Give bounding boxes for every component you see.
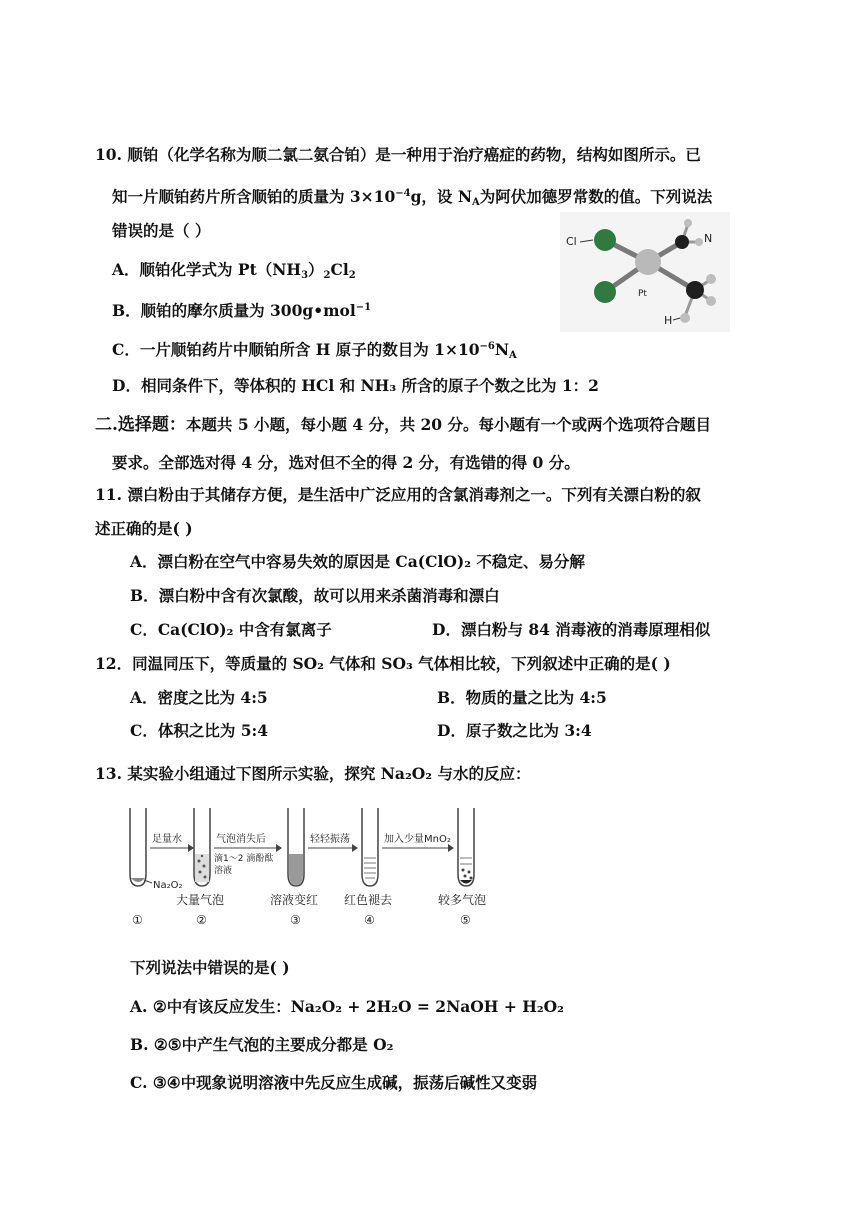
q12-option-b: B．物质的量之比为 4:5 <box>437 688 607 707</box>
label-pt: Pt <box>638 289 647 299</box>
section2-heading-line2: 要求。全部选对得 4 分，选对但不全的得 2 分，有选错的得 0 分。 <box>112 453 580 472</box>
tube-number-4: ④ <box>364 913 375 927</box>
q10-option-c: C．一片顺铂药片中顺铂所含 H 原子的数目为 $1\times 10^{-6}N_A$ <box>112 340 517 361</box>
q13-option-b: B. ②⑤中产生气泡的主要成分都是 O₂ <box>130 1035 394 1054</box>
label-cl: Cl <box>566 235 577 248</box>
cl-atom <box>594 281 616 303</box>
cisplatin-structure-figure <box>560 212 730 332</box>
q13-option-c: C. ③④中现象说明溶液中先反应生成碱，振荡后碱性又变弱 <box>130 1073 538 1092</box>
step1-label: 足量水 <box>152 834 182 845</box>
experiment-figure <box>126 806 496 931</box>
caption-5: 较多气泡 <box>438 893 487 907</box>
na2o2-label: Na₂O₂ <box>153 880 183 891</box>
h-atom <box>706 296 716 306</box>
q11-stem-line2: 述正确的是( ) <box>95 519 193 538</box>
caption-3: 溶液变红 <box>270 893 319 907</box>
caption-4: 红色褪去 <box>344 893 393 907</box>
step2-label: 气泡消失后 <box>216 834 266 845</box>
q13-stem: 13. 某实验小组通过下图所示实验，探究 Na₂O₂ 与水的反应： <box>95 764 531 783</box>
tube-number-5: ⑤ <box>460 913 471 927</box>
h-atom <box>680 313 690 323</box>
section2-heading: 二.选择题：本题共 5 小题，每小题 4 分，共 20 分。每小题有一个或两个选项符合题目 <box>95 415 711 435</box>
step3-label: 轻轻振荡 <box>310 834 350 845</box>
q12-option-c: C．体积之比为 5:4 <box>130 721 269 740</box>
step2c-label: 溶液 <box>214 866 233 876</box>
q13-option-a: A. ②中有该反应发生：Na₂O₂ + 2H₂O = 2NaOH + H₂O₂ <box>130 997 564 1016</box>
step4-label: 加入少量MnO₂ <box>384 834 451 845</box>
q11-option-b: B．漂白粉中含有次氯酸，故可以用来杀菌消毒和漂白 <box>130 586 500 605</box>
h-atom <box>684 219 692 227</box>
q10-stem-line2: 知一片顺铂药片所含顺铂的质量为 $3\times 10^{-4}g$，设 $N_A$为阿伏加德罗常数的值。下列说法 <box>112 187 713 208</box>
pt-atom <box>635 249 661 275</box>
h-atom <box>706 274 716 284</box>
h-atom <box>695 238 703 246</box>
q10-option-d: D．相同条件下，等体积的 HCl 和 NH₃ 所含的原子个数之比为 1：2 <box>112 376 599 395</box>
q11-option-d: D．漂白粉与 84 消毒液的消毒原理相似 <box>432 620 711 639</box>
cl-atom <box>594 229 616 251</box>
n-atom <box>675 235 689 249</box>
label-h: H <box>664 314 673 327</box>
n-atom <box>686 281 704 299</box>
q12-stem: 12．同温同压下，等质量的 SO₂ 气体和 SO₃ 气体相比较，下列叙述中正确的是( ) <box>95 654 671 673</box>
q11-option-c: C．Ca(ClO)₂ 中含有氯离子 <box>130 620 332 639</box>
q11-stem-line1: 11. 漂白粉由于其储存方便，是生活中广泛应用的含氯消毒剂之一。下列有关漂白粉的叙 <box>95 485 701 504</box>
q10-option-a: A．顺铂化学式为 $Pt(NH_3)_2Cl_2$ <box>112 260 356 281</box>
q11-option-a: A．漂白粉在空气中容易失效的原因是 Ca(ClO)₂ 不稳定、易分解 <box>130 552 585 571</box>
q10-stem-line3: 错误的是（ ） <box>112 221 211 240</box>
q12-option-a: A．密度之比为 4:5 <box>130 688 268 707</box>
label-n: N <box>704 232 713 245</box>
q12-option-d: D．原子数之比为 3:4 <box>437 721 592 740</box>
tube-number-1: ① <box>132 913 143 927</box>
step2b-label: 滴1～2 滴酚酞 <box>214 854 274 864</box>
q10-stem-line1: 10. 顺铂（化学名称为顺二氯二氨合铂）是一种用于治疗癌症的药物，结构如图所示。已 <box>95 145 701 164</box>
q10-option-b: B．顺铂的摩尔质量为 300g•mol$^{-1}$ <box>112 301 372 320</box>
tube-number-3: ③ <box>290 913 301 927</box>
caption-2: 大量气泡 <box>176 893 225 907</box>
tube-number-2: ② <box>196 913 207 927</box>
q13-substem: 下列说法中错误的是( ) <box>130 958 290 977</box>
